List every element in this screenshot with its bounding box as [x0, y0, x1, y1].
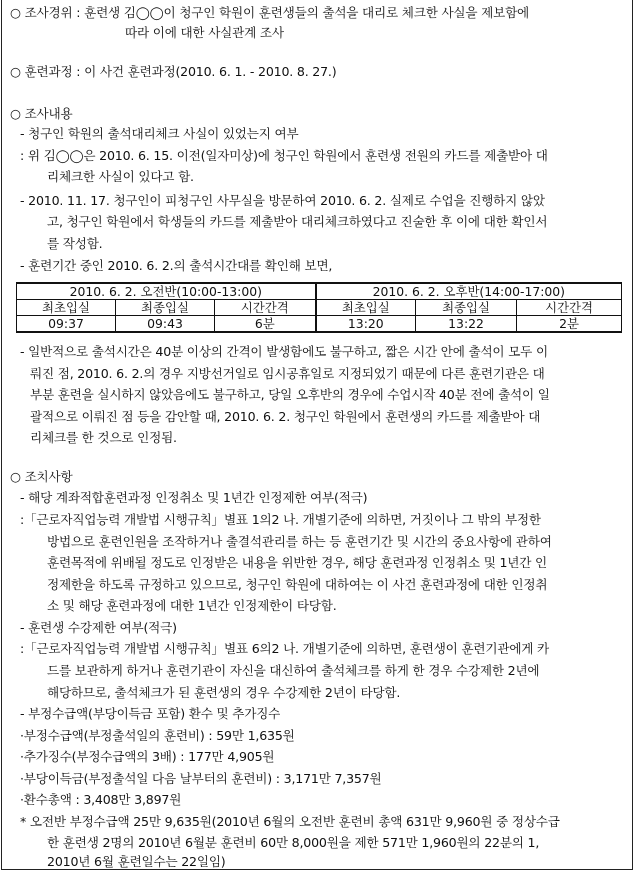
- table-cell: 6분: [215, 316, 316, 333]
- text-line: 2010년 6월 훈련일수는 22일임): [47, 854, 226, 869]
- text-line: - 청구인 학원의 출석대리체크 사실이 있었는지 여부: [20, 126, 299, 141]
- column-header: 최종입실: [416, 300, 517, 316]
- text-line: 드를 보관하게 하거나 훈련기관이 자신을 대신하여 출석체크를 하게 한 경우 수강제한 2년에: [47, 663, 540, 678]
- text-line: :「근로자직업능력 개발법 시행규칙」별표 1의2 나. 개별기준에 의하면, 거짓이나 그 밖의 부정한: [20, 512, 541, 527]
- column-header: 최종입실: [116, 300, 215, 316]
- text-line: 한 훈련생 2명의 2010년 6월분 훈련비 60만 8,000원을 제한 571만 1,960원의 22분의 1,: [47, 835, 540, 850]
- text-line: 소 및 해당 훈련과정에 대한 1년간 인정제한이 타당함.: [47, 598, 337, 613]
- column-header: 최초입실: [17, 300, 116, 316]
- text-line: : 위 김◯◯은 2010. 6. 15. 이전(일자미상)에 청구인 학원에서 훈련생 전원의 카드를 제출받아 대: [20, 148, 548, 163]
- attendance-table: [16, 282, 622, 333]
- text-line: - 부정수급액(부당이득금 포함) 환수 및 추가징수: [20, 706, 281, 721]
- text-line: * 오전반 부정수급액 25만 9,635원(2010년 6월의 오전반 훈련비 총액 631만 9,960원 중 정상수급: [20, 814, 560, 829]
- text-line: ○ 조사경위 : 훈련생 김◯◯이 청구인 학원이 훈련생들의 출석을 대리로 체크한 사실을 제보함에: [10, 5, 530, 20]
- table-cell: 13:20: [316, 316, 416, 333]
- text-line: 리체크를 한 것으로 인정됨.: [30, 430, 177, 445]
- text-line: ·환수총액 : 3,408만 3,897원: [20, 792, 182, 807]
- text-line: 해당하므로, 출석체크가 된 훈련생의 경우 수강제한 2년이 타당함.: [47, 685, 401, 700]
- text-line: 고, 청구인 학원에서 학생들의 카드를 제출받아 대리체크하였다고 진술한 후 이에 대한 확인서: [47, 214, 548, 229]
- table-cell: 09:37: [17, 316, 116, 333]
- text-line: - 일반적으로 출석시간은 40분 이상의 간격이 발생함에도 불구하고, 짧은 시간 안에 출석이 모두 이: [20, 344, 548, 359]
- text-line: 따라 이에 대한 사실관계 조사: [125, 25, 284, 40]
- text-line: - 훈련생 수강제한 여부(적극): [20, 620, 177, 635]
- text-line: ·부당이득금(부정출석일 다음 날부터의 훈련비) : 3,171만 7,357원: [20, 771, 382, 786]
- text-line: 훈련목적에 위배될 정도로 인정받은 내용을 위반한 경우, 해당 훈련과정 인정취소 및 1년간 인: [47, 555, 547, 570]
- table-cell: 2분: [517, 316, 622, 333]
- table-cell: 13:22: [416, 316, 517, 333]
- text-line: ○ 훈련과정 : 이 사건 훈련과정(2010. 6. 1. - 2010. 8. 27.): [10, 64, 337, 79]
- text-line: :「근로자직업능력 개발법 시행규칙」별표 6의2 나. 개별기준에 의하면, 훈련생이 훈련기관에게 카: [20, 641, 550, 656]
- section-heading: ○ 조사내용: [10, 106, 73, 121]
- text-line: 괄적으로 이뤄진 점 등을 감안할 때, 2010. 6. 2. 청구인 학원에서 훈련생의 카드를 제출받아 대: [30, 409, 541, 424]
- text-line: 를 작성함.: [47, 236, 103, 251]
- pm-header-cell: 2010. 6. 2. 오후반(14:00-17:00): [316, 283, 622, 300]
- text-line: - 2010. 11. 17. 청구인이 피청구인 사무실을 방문하여 2010. 6. 2. 실제로 수업을 진행하지 않았: [20, 193, 545, 208]
- text-line: 방법으로 훈련인원을 조작하거나 출결석관리를 하는 등 훈련기간 및 시간의 중요사항에 관하여: [47, 534, 552, 549]
- column-header: 최초입실: [316, 300, 416, 316]
- am-header-cell: 2010. 6. 2. 오전반(10:00-13:00): [17, 283, 316, 300]
- text-line: ·추가징수(부정수급액의 3배) : 177만 4,905원: [20, 749, 275, 764]
- text-line: 부분 훈련을 실시하지 않았음에도 불구하고, 당일 오후반의 경우에 수업시작 40분 전에 출석이 일: [30, 387, 550, 402]
- text-line: - 훈련기간 중인 2010. 6. 2.의 출석시간대를 확인해 보면,: [20, 258, 333, 273]
- section-heading: ○ 조치사항: [10, 469, 73, 484]
- text-line: ·부정수급액(부정출석일의 훈련비) : 59만 1,635원: [20, 728, 295, 743]
- column-header: 시간간격: [517, 300, 622, 316]
- text-line: - 해당 계좌적합훈련과정 인정취소 및 1년간 인정제한 여부(적극): [20, 490, 368, 505]
- text-line: 정제한을 하도록 규정하고 있으므로, 청구인 학원에 대하여는 이 사건 훈련과정에 대한 인정취: [47, 577, 548, 592]
- table-cell: 09:43: [116, 316, 215, 333]
- column-header: 시간간격: [215, 300, 316, 316]
- text-line: 리체크한 사실이 있다고 함.: [47, 169, 194, 184]
- text-line: 뤄진 점, 2010. 6. 2.의 경우 지방선거일로 임시공휴일로 지정되었기 때문에 다른 훈련기관은 대: [30, 366, 545, 381]
